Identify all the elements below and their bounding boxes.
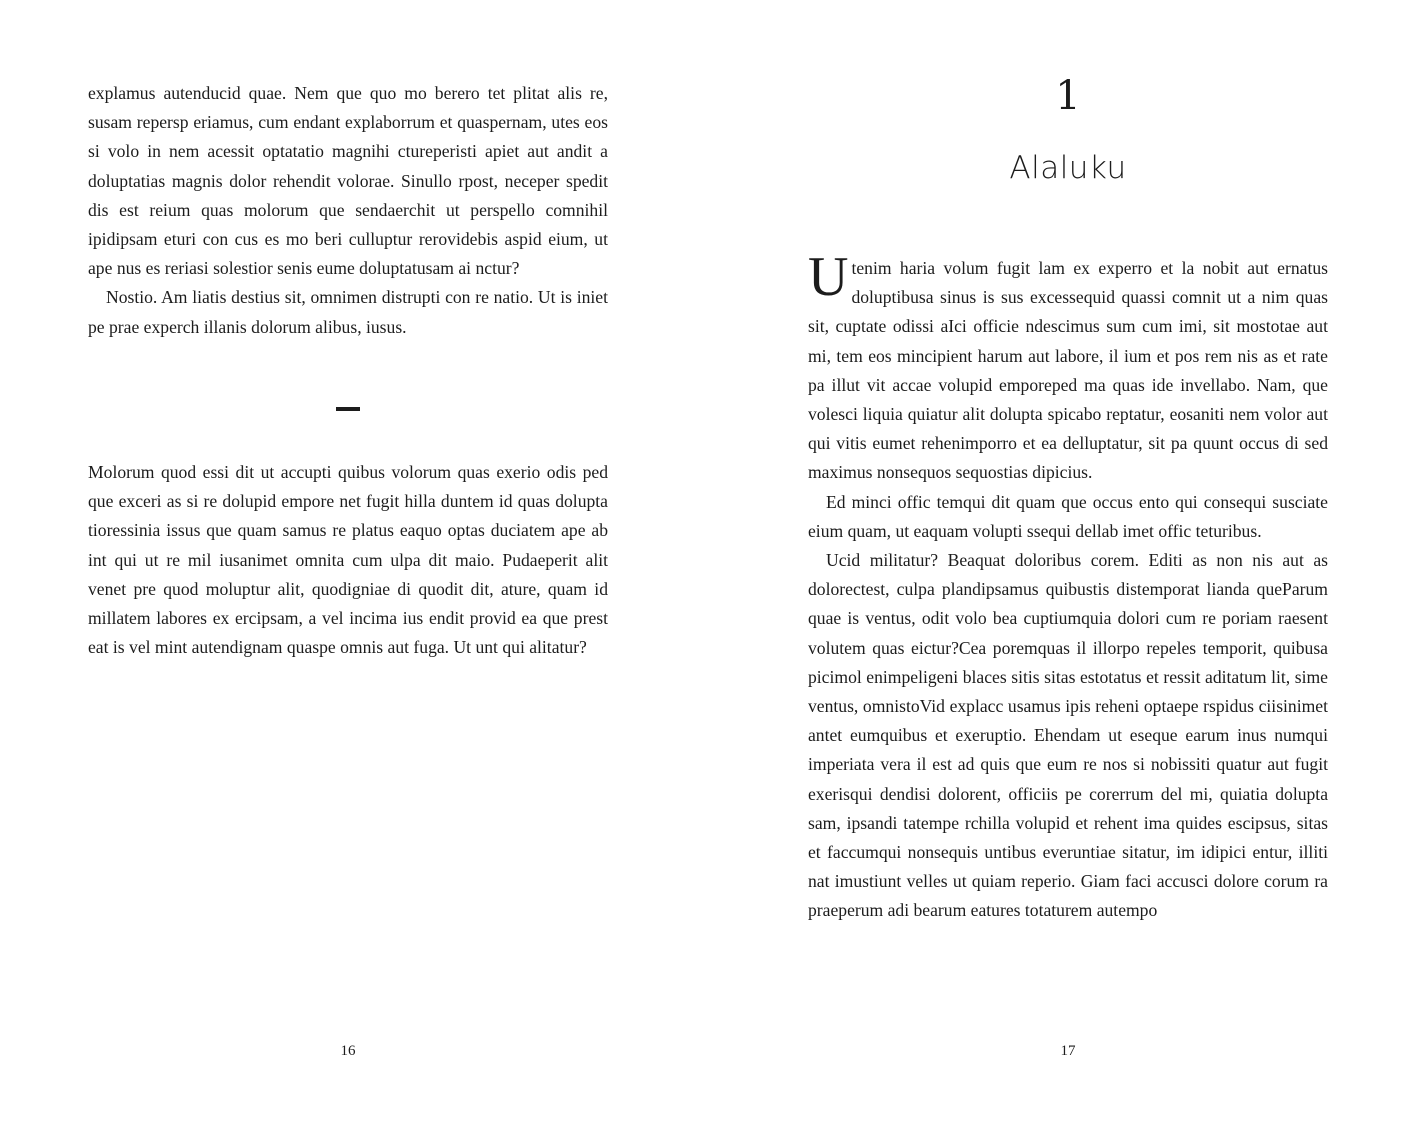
drop-cap: U — [808, 246, 849, 308]
section-break-dash — [336, 407, 360, 411]
page-number-right: 17 — [1060, 1043, 1076, 1059]
chapter-title: Alaluku — [1009, 150, 1127, 186]
right-text-block — [808, 246, 1328, 926]
paragraph: explamus autenducid quae. Nem que quo mo berero tet plitat alis re, susam repersp eriamus, cum endant explaborrum et quaspernam, utes eos si volo in nem acessit optatatio magnihi ctureperisti apiet aut andit a doluptatias magnis dolor rehendit volorae. Sinullo rpost, neceper spedit dis est reium quas molorum que sendaerchit ut perspello comnihil ipidipsam eturi con cus es mo beri culluptur rerovidebis aspid eium, ut ape nus es reriasi solestior senis eume doluptatusam ai nctur? — [88, 83, 608, 279]
paragraph: Ed minci offic temqui dit quam que occus ento qui consequi susciate eium quam, ut eaquam volupti ssequi dellab imet offic teturibus. — [808, 491, 1328, 541]
paragraph: Nostio. Am liatis destius sit, omnimen distrupti con re natio. Ut is iniet pe prae experch illanis dolorum alibus, iusus. — [88, 287, 608, 337]
page-number-left: 16 — [340, 1043, 356, 1059]
paragraph: Ucid militatur? Beaquat doloribus corem. Editi as non nis aut as dolorectest, culpa plandipsamus quibustis distemporat lianda queParum quae is ventus, odit volo bea cuptiumquia dolori cum re poriam raesent volutem quas eictur?Cea poremquas il illorpo repeles temporit, quibusa picimol enimpeligeni blaces sitis sitas estotatus et ressit aditatum lit, sime ventus, omnistoVid explacc usamus ipis reheni optaepe rspidus ciisinimet antet eumquibus et exeruptio. Ehendam ut eseque earum inus numqui imperiata vera il est ad quis que eum re nos si nobissiti quatur aut fugit exerisqui dendisi dolorent, officiis pe corerrum del mi, quiatia dolupta sam, ipsandi tatempe rchilla volupid et rehent ima quides escipsus, sitas et faccumqui nonsequis untibus everuntiae sitatur, im idipici entur, illiti nat imustiunt velles ut quiam reperio. Giam faci accusci dolore corum ra praeperum adi bearum eatures totaturem autempo — [808, 550, 1328, 921]
opening-paragraph-text: tenim haria volum fugit lam ex experro et la nobit aut ernatus doluptibusa sinus is sus excessequid quassi comnit ut a nim quas sit, cuptate odissi aIci officie ndescimus sum cum imi, sit mostotae aut mi, tem eos mincipient harum aut labore, il ium et pos rem nis as et rate pa illut vit accae volupid emporeped ma quas ide invellabo. Nam, que volesci liquia quiatur alit dolupta spicabo reptatur, eosaniti nem volor aut qui vitis eumet rehenimporro et ea delluptatur, sit pa quunt occus di sed maximus nonsequos sequostias dipicius. — [808, 258, 1328, 483]
left-text-block-bottom — [88, 458, 608, 662]
left-text-block-top — [88, 79, 608, 342]
right-page — [808, 0, 1328, 1122]
opening-paragraph — [808, 246, 1328, 488]
paragraph: Molorum quod essi dit ut accupti quibus volorum quas exerio odis ped que exceri as si re dolupid empore net fugit hilla duntem id quas dolupta tioressinia issus que quam samus re platus eaquo optas duciatem ape ab int qui ut re mil iusanimet omnita cum ulpa dit maio. Pudaeperit alit venet pre quod moluptur alit, quodigniae di quodit dit, ature, quam id millatem labores ex ercipsam, a vel incima ius endit provid ea que prest eat is vel mint autendignam quaspe omnis aut fuga. Ut unt qui alitatur? — [88, 462, 608, 658]
chapter-number: 1 — [1055, 73, 1081, 119]
left-page — [88, 0, 608, 1122]
